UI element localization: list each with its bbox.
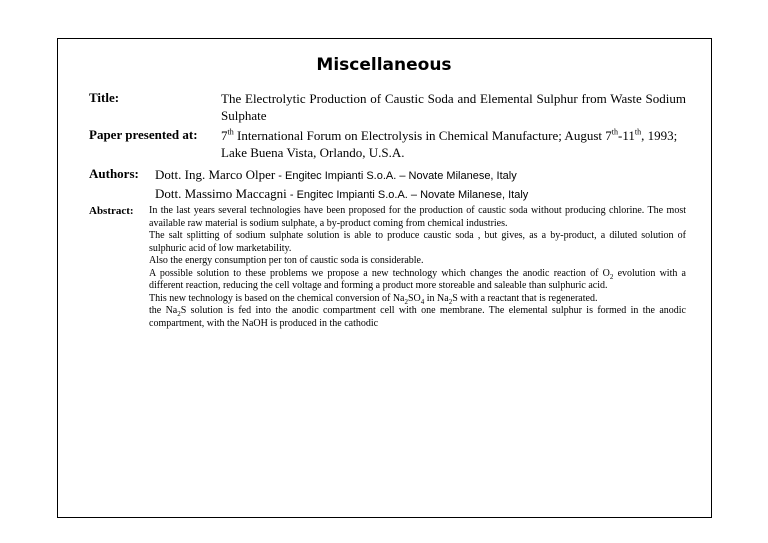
abstract-text <box>149 205 686 330</box>
title-label: Title: <box>89 90 120 105</box>
abstract-paragraph: Also the energy consumption per ton of caustic soda is considerable. <box>149 255 424 266</box>
presented-at-label: Paper presented at: <box>89 127 198 142</box>
abstract-label: Abstract: <box>89 205 134 217</box>
abstract-paragraph: In the last years several technologies have been proposed for the production of caustic soda without producing chlorine. The most available raw material is sodium sulphate, a by-product coming from chemical industries. <box>149 205 686 229</box>
paper-title: The Electrolytic Production of Caustic Soda and Elemental Sulphur from Waste Sodium Sulphate <box>221 91 686 123</box>
author-item: Dott. Massimo Maccagni - Engitec Impianti S.o.A. – Novate Milanese, Italy <box>155 186 529 201</box>
page-title: Miscellaneous <box>316 55 452 75</box>
abstract-paragraph: The salt splitting of sodium sulphate solution is able to produce caustic soda , but gives, as a by-product, a diluted solution of sulphuric acid of low marketability. <box>149 230 686 254</box>
abstract-paragraph: A possible solution to these problems we propose a new technology which changes the anodic reaction of $O_2$ evolution with a different reaction, reducing the cell voltage and forming a product more storeable and saleable than sulphuric acid. <box>149 267 686 291</box>
authors-label: Authors: <box>89 166 139 181</box>
author-item: Dott. Ing. Marco Olper - Engitec Impianti S.o.A. – Novate Milanese, Italy <box>155 167 517 182</box>
authors-list <box>155 166 675 204</box>
conference-location: Lake Buena Vista, Orlando, U.S.A. <box>221 145 405 160</box>
abstract-paragraph: the $Na_2S$ solution is fed into the anodic compartment cell with one membrane. The elemental sulphur is formed in the anodic compartment, with the NaOH is produced in the cathodic <box>149 305 686 329</box>
abstract-paragraph: This new technology is based on the chemical conversion of $Na_2SO_4$ in $Na_2S$ with a reactant that is regenerated. <box>149 292 598 306</box>
conference-info: 7th International Forum on Electrolysis in Chemical Manufacture; August 7th-11th, 1993; Lake Buena Vista, Orlando, U.S.A. <box>221 127 691 161</box>
